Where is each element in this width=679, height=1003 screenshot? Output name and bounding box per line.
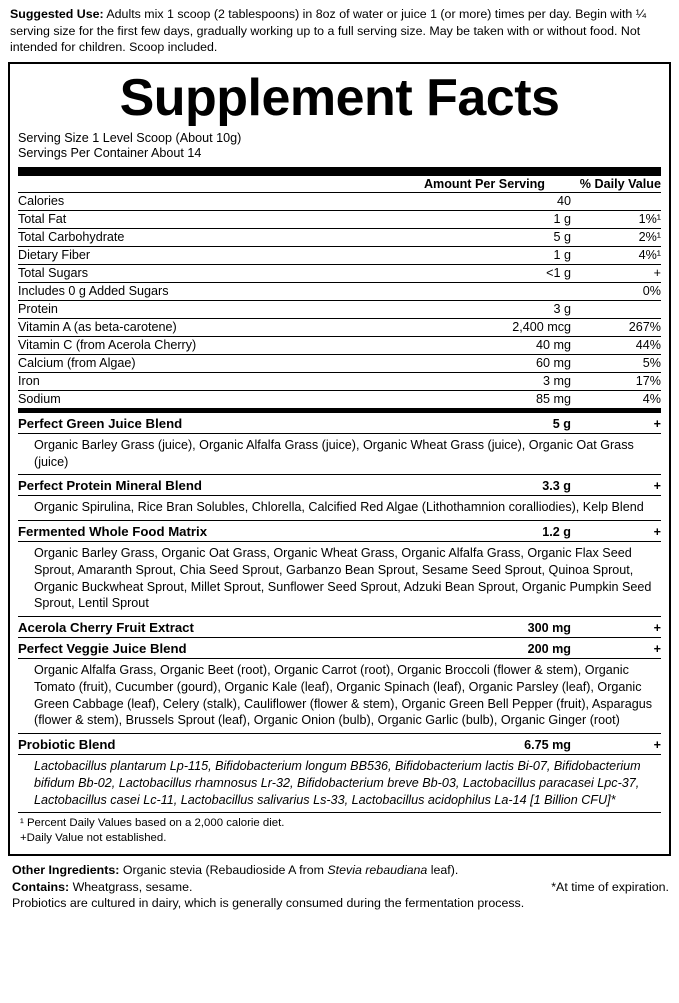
blend-header-row [18,413,661,434]
table-row [18,337,661,355]
table-row [18,301,661,319]
nutrient-name: Vitamin C (from Acerola Cherry) [18,337,321,355]
nutrient-name: Protein [18,301,321,319]
table-header-row [18,176,661,193]
nutrient-name: Calcium (from Algae) [18,355,321,373]
servings-per-container-line: Servings Per Container About 14 [18,146,202,161]
table-row [18,193,661,211]
nutrient-name: Iron [18,373,321,391]
nutrient-dv: 1%¹ [571,211,661,229]
nutrient-amount: 60 mg [321,355,571,373]
table-row [18,355,661,373]
nutrient-dv: 44% [571,337,661,355]
blend-amount: 200 mg [458,638,571,659]
nutrient-name: Sodium [18,392,61,406]
blend-dv: + [571,734,661,755]
suggested-use-label: Suggested Use: [10,7,104,21]
supplement-facts-panel [8,62,671,856]
nutrient-name: Total Carbohydrate [18,229,321,247]
footnote-dv-not-established: +Daily Value not established. [20,832,167,845]
footnote-daily-values: ¹ Percent Daily Values based on a 2,000 calorie diet. [20,817,285,830]
blend-amount: 6.75 mg [391,734,571,755]
header-blank [18,176,321,193]
suggested-use-text: Adults mix 1 scoop (2 tablespoons) in 8oz of water or juice 1 (or more) times per day. Begin with ¼ serving size for the first few days, gradually working up to a full serving size. May be taken with or without food. Not intended for children. Scoop included. [10,7,647,54]
blend-header-row [18,638,661,659]
nutrient-name: Includes 0 g Added Sugars [18,283,321,301]
blend-name: Fermented Whole Food Matrix [18,521,498,542]
nutrient-dv: + [571,265,661,283]
nutrient-dv [571,301,661,319]
blend-name: Acerola Cherry Fruit Extract [18,617,462,638]
blend-dv: + [571,475,661,496]
nutrient-name: Vitamin A (as beta-carotene) [18,319,321,337]
blend-header-row [18,734,661,755]
blend-ingredients: Organic Alfalfa Grass, Organic Beet (root), Organic Carrot (root), Organic Broccoli (flower & stem), Organic Tomato (fruit), Cucumber (gourd), Organic Kale (leaf), Organic Spinach (leaf), Organic Parsley (leaf), Organic Green Cabbage (leaf), Celery (stalk), Cauliflower (flower & stem), Organic Green Bell Pepper (fruit), Asparagus (flower & stem), Brussels Sprout (leaf), Organic Onion (bulb), Organic Garlic (bulb), Organic Ginger (root) [18,659,661,734]
blend-amount: 5 g [516,413,571,434]
blend-table-veggie-juice [18,638,661,659]
blend-table-green-juice [18,413,661,434]
table-row [18,247,661,265]
nutrient-amount: 3 g [321,301,571,319]
supplement-facts-title: Supplement Facts [119,68,560,127]
nutrient-amount: 2,400 mcg [321,319,571,337]
nutrient-dv: 2%¹ [571,229,661,247]
blend-ingredients: Organic Barley Grass, Organic Oat Grass, Organic Wheat Grass, Organic Alfalfa Grass, Organic Flax Seed Sprout, Amaranth Sprout, Chia Seed Sprout, Garbanzo Bean Sprout, Sesame Seed Sprout, Quinoa Sprout, Organic Buckwheat Sprout, Millet Sprout, Sunflower Seed Sprout, Adzuki Bean Sprout, Organic Pumpkin Seed Sprout, Lentil Sprout [18,542,661,617]
suggested-use-paragraph [10,6,671,56]
nutrient-amount: <1 g [321,265,571,283]
blend-dv: + [571,638,661,659]
nutrition-table [18,176,661,408]
heavy-divider-top [18,167,661,176]
serving-size-line: Serving Size 1 Level Scoop (About 10g) [18,130,242,145]
nutrient-amount: 40 mg [321,337,571,355]
nutrient-dv [571,193,661,211]
table-row [18,319,661,337]
blend-name: Perfect Green Juice Blend [18,413,516,434]
blend-ingredients: Lactobacillus plantarum Lp-115, Bifidobacterium longum BB536, Bifidobacterium lactis Bi-07, Bifidobacterium bifidum Bb-02, Lactobacillus rhamnosus Lr-32, Bifidobacterium breve Bb-03, Lactobacillus paracasei Lpc-37, Lactobacillus casei Lc-11, Lactobacillus salivarius Ls-33, Lactobacillus acidophilus La-14 [1 Billion CFU]* [18,755,661,813]
blend-dv: + [571,521,661,542]
nutrient-amount: 85 mg [535,392,571,406]
table-row [18,373,661,391]
probiotics-note: Probiotics are cultured in dairy, which is generally consumed during the fermentation process. [12,896,525,911]
nutrient-name: Total Sugars [18,265,321,283]
nutrient-dv: 17% [571,373,661,391]
nutrient-amount: 1 g [321,211,571,229]
table-row [18,211,661,229]
other-ingredients-line [12,862,669,879]
blend-table-acerola-extract [18,617,661,638]
nutrient-dv: 5% [571,355,661,373]
nutrient-amount: 1 g [321,247,571,265]
nutrient-name: Total Fat [18,211,321,229]
header-amount-per-serving: Amount Per Serving [321,176,571,193]
table-row [18,229,661,247]
bottom-info-block [12,862,669,912]
nutrient-amount: 5 g [321,229,571,247]
nutrient-name: Dietary Fiber [18,247,321,265]
blend-name: Perfect Veggie Juice Blend [18,638,458,659]
nutrient-dv: 0% [571,283,661,301]
panel-footnotes [18,813,661,848]
blend-amount: 300 mg [462,617,571,638]
blend-ingredients: Organic Spirulina, Rice Bran Solubles, Chlorella, Calcified Red Algae (Lithothamnion coralliodies), Kelp Blend [18,496,661,521]
blend-header-row [18,521,661,542]
nutrient-amount: 40 [321,193,571,211]
blend-table-fermented-matrix [18,521,661,542]
table-row [18,283,661,301]
nutrient-amount [321,283,571,301]
stevia-latin-name: Stevia rebaudiana [327,862,428,877]
contains-line [12,879,192,896]
blend-ingredients: Organic Barley Grass (juice), Organic Alfalfa Grass (juice), Organic Wheat Grass (juice), Organic Oat Grass (juice) [18,434,661,475]
other-ingredients-label: Other Ingredients: [12,862,120,877]
blend-name: Perfect Protein Mineral Blend [18,475,496,496]
blend-amount: 1.2 g [498,521,571,542]
nutrient-dv: 4% [642,392,661,406]
blend-table-probiotic [18,734,661,755]
contains-and-expiration-row [12,879,669,896]
nutrient-dv: 4%¹ [571,247,661,265]
contains-text: Wheatgrass, sesame. [69,879,193,894]
blend-dv: + [571,413,661,434]
blend-table-protein-mineral [18,475,661,496]
blend-dv: + [571,617,661,638]
nutrient-amount: 3 mg [321,373,571,391]
blend-amount: 3.3 g [496,475,571,496]
blend-header-row [18,475,661,496]
other-ingredients-text: Organic stevia (Rebaudioside A from Stevia rebaudiana leaf). [119,862,459,877]
table-row [18,391,661,409]
expiration-note: *At time of expiration. [551,879,669,894]
nutrient-dv: 267% [571,319,661,337]
header-daily-value: % Daily Value [571,176,661,193]
contains-label: Contains: [12,879,70,894]
table-row [18,265,661,283]
blend-header-row [18,617,661,638]
nutrient-name: Calories [18,193,321,211]
blend-name: Probiotic Blend [18,734,391,755]
nutrition-table-body [18,176,661,408]
